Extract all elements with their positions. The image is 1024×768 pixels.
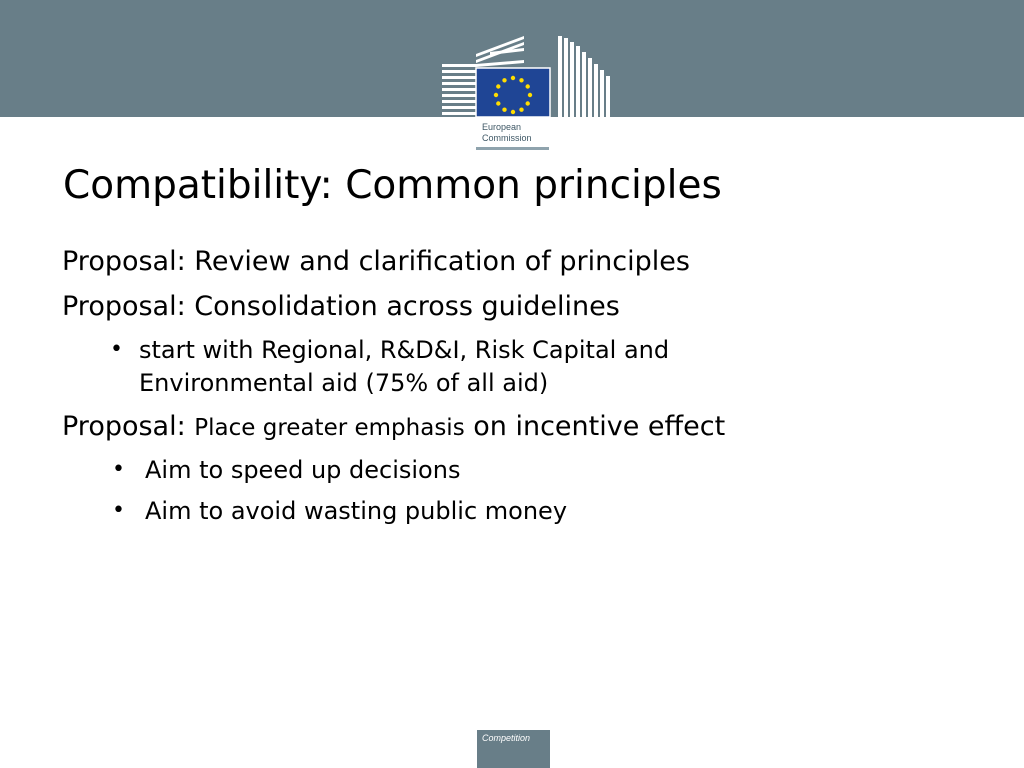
bullet-icon: • [110,337,123,362]
bullet-icon: • [112,498,125,523]
list-item: Proposal: Consolidation across guidelines [62,291,620,322]
list-item: start with Regional, R&D&I, Risk Capital and [139,336,670,364]
list-item-prefix: Proposal: [62,411,195,442]
footer-competition-tag [477,730,550,768]
list-item: Aim to speed up decisions [145,456,461,484]
bullet-icon: • [112,457,125,482]
logo-text-line2: Commission [482,133,532,143]
list-item-emphasis: Place greater emphasis [194,415,465,441]
logo-text [482,122,552,144]
footer-label: Competition [482,733,531,743]
list-item [62,410,725,445]
list-item-suffix: on incentive effect [464,411,726,442]
european-commission-logo [440,34,612,152]
logo-underline [476,147,549,150]
slide-title: Compatibility: Common principles [63,163,722,208]
list-item-continuation: Environmental aid (75% of all aid) [139,369,549,397]
list-item: Aim to avoid wasting public money [145,497,568,525]
logo-text-line1: European [482,122,522,132]
european-commission-building-icon [440,34,612,117]
list-item: Proposal: Review and clarification of principles [62,246,690,277]
